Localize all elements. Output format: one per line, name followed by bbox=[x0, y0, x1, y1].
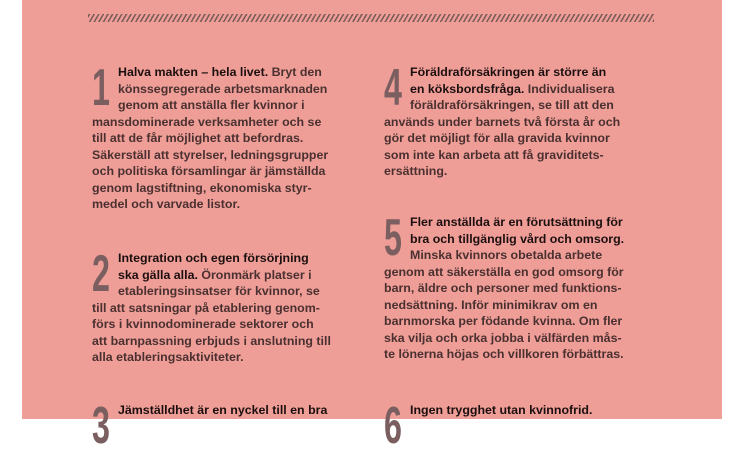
text-line bbox=[384, 402, 654, 419]
text-line bbox=[92, 333, 362, 350]
item-heading: ska gälla alla. bbox=[118, 267, 198, 282]
text-line bbox=[92, 81, 362, 98]
text-line bbox=[92, 180, 362, 197]
item-number: 6 bbox=[384, 397, 402, 455]
item-body-text: gör det möjligt för alla gravida kvinnor bbox=[384, 131, 610, 145]
item-body-text: Bryt den bbox=[268, 65, 322, 79]
item-body-text: barnmorska per födande kvinna. Om fler bbox=[384, 314, 623, 328]
document-panel bbox=[22, 0, 722, 455]
item-body-text: genom lagstiftning, ekonomiska styr- bbox=[92, 180, 312, 195]
text-line bbox=[92, 147, 362, 164]
policy-item-3 bbox=[92, 397, 362, 455]
item-number: 3 bbox=[92, 397, 110, 455]
text-line bbox=[384, 64, 654, 81]
policy-item-6 bbox=[384, 397, 654, 455]
decorative-hatch-divider bbox=[88, 14, 654, 22]
item-heading: Jämställdhet är en nyckel till en bra bbox=[118, 403, 328, 417]
item-text bbox=[384, 59, 654, 180]
text-line bbox=[92, 163, 362, 180]
text-line bbox=[92, 283, 362, 300]
text-line bbox=[384, 163, 654, 180]
item-body-text: mansdominerade verksamheter och se bbox=[92, 114, 322, 129]
item-number: 1 bbox=[92, 59, 110, 117]
text-line bbox=[384, 130, 654, 147]
text-line bbox=[384, 346, 654, 363]
policy-item-4 bbox=[384, 59, 654, 180]
item-body-text: till att satsningar på etablering genom- bbox=[92, 300, 320, 315]
item-body-text: förs i kvinnodominerade sektorer och bbox=[92, 317, 314, 331]
text-line bbox=[384, 214, 654, 231]
item-body-text: ersättning. bbox=[384, 164, 448, 178]
item-body-text: används under barnets två första år och bbox=[384, 114, 621, 129]
text-line bbox=[384, 330, 654, 347]
text-line bbox=[92, 349, 362, 366]
item-body-text: föräldraförsäkringen, se till att den bbox=[410, 98, 614, 112]
item-body-text: och politiska församlingar är jämställda bbox=[92, 164, 326, 178]
item-body-text: Säkerställ att styrelser, ledningsgrupper bbox=[92, 147, 329, 162]
text-line bbox=[92, 267, 362, 284]
text-line bbox=[92, 64, 362, 81]
item-heading: Ingen trygghet utan kvinnofrid. bbox=[410, 403, 593, 417]
text-line bbox=[384, 231, 654, 248]
item-heading: Halva makten – hela livet. bbox=[118, 65, 269, 79]
item-body-text: etableringsinsatser för kvinnor, se bbox=[118, 284, 320, 298]
item-body-text: nedsättning. Inför minimikrav om en bbox=[384, 297, 598, 312]
item-body-text: barn, äldre och personer med funktions- bbox=[384, 281, 622, 295]
text-line bbox=[384, 264, 654, 281]
item-body-text: alla etableringsaktiviteter. bbox=[92, 350, 244, 364]
text-line bbox=[92, 114, 362, 131]
item-text bbox=[92, 59, 362, 213]
item-heading: en köksbordsfråga. bbox=[410, 81, 525, 96]
item-number: 4 bbox=[384, 59, 402, 117]
item-body-text: att barnpassning erbjuds i anslutning till bbox=[92, 333, 331, 348]
text-line bbox=[384, 81, 654, 98]
item-body-text: Individualisera bbox=[524, 81, 615, 96]
item-text bbox=[92, 402, 362, 419]
policy-item-5 bbox=[384, 209, 654, 363]
text-line bbox=[384, 147, 654, 164]
text-line bbox=[92, 402, 362, 419]
text-line bbox=[384, 280, 654, 297]
text-line bbox=[384, 114, 654, 131]
item-body-text: te lönerna höjas och villkoren förbättras. bbox=[384, 347, 624, 361]
text-line bbox=[92, 130, 362, 147]
item-body-text: till att de får möjlighet att befordras. bbox=[92, 131, 304, 145]
text-line bbox=[92, 250, 362, 267]
item-number: 5 bbox=[384, 209, 402, 267]
text-line bbox=[384, 313, 654, 330]
policy-item-2 bbox=[92, 245, 362, 366]
item-body-text: genom att anställa fler kvinnor i bbox=[118, 98, 305, 112]
item-body-text: Minska kvinnors obetalda arbete bbox=[410, 248, 603, 262]
item-text bbox=[384, 209, 654, 363]
text-line bbox=[92, 97, 362, 114]
item-text bbox=[92, 245, 362, 366]
text-line bbox=[384, 297, 654, 314]
text-line bbox=[384, 97, 654, 114]
item-heading: Integration och egen försörjning bbox=[118, 251, 309, 265]
item-body-text: genom att säkerställa en god omsorg för bbox=[384, 264, 624, 279]
item-body-text: ska vilja och orka jobba i välfärden mås- bbox=[384, 330, 622, 345]
item-heading: bra och tillgänglig vård och omsorg. bbox=[410, 231, 625, 246]
text-line bbox=[92, 316, 362, 333]
text-line bbox=[92, 300, 362, 317]
item-heading: Fler anställda är en förutsättning för bbox=[410, 215, 623, 229]
item-body-text: könssegregerade arbetsmarknaden bbox=[118, 81, 328, 96]
policy-item-1 bbox=[92, 59, 362, 213]
item-heading: Föräldraförsäkringen är större än bbox=[410, 65, 607, 79]
item-body-text: som inte kan arbeta att få graviditets- bbox=[384, 147, 604, 162]
text-line bbox=[92, 196, 362, 213]
text-line bbox=[384, 247, 654, 264]
item-number: 2 bbox=[92, 245, 110, 303]
item-body-text: Öronmärk platser i bbox=[197, 267, 312, 282]
item-text bbox=[384, 402, 654, 419]
item-body-text: medel och varvade listor. bbox=[92, 197, 241, 211]
